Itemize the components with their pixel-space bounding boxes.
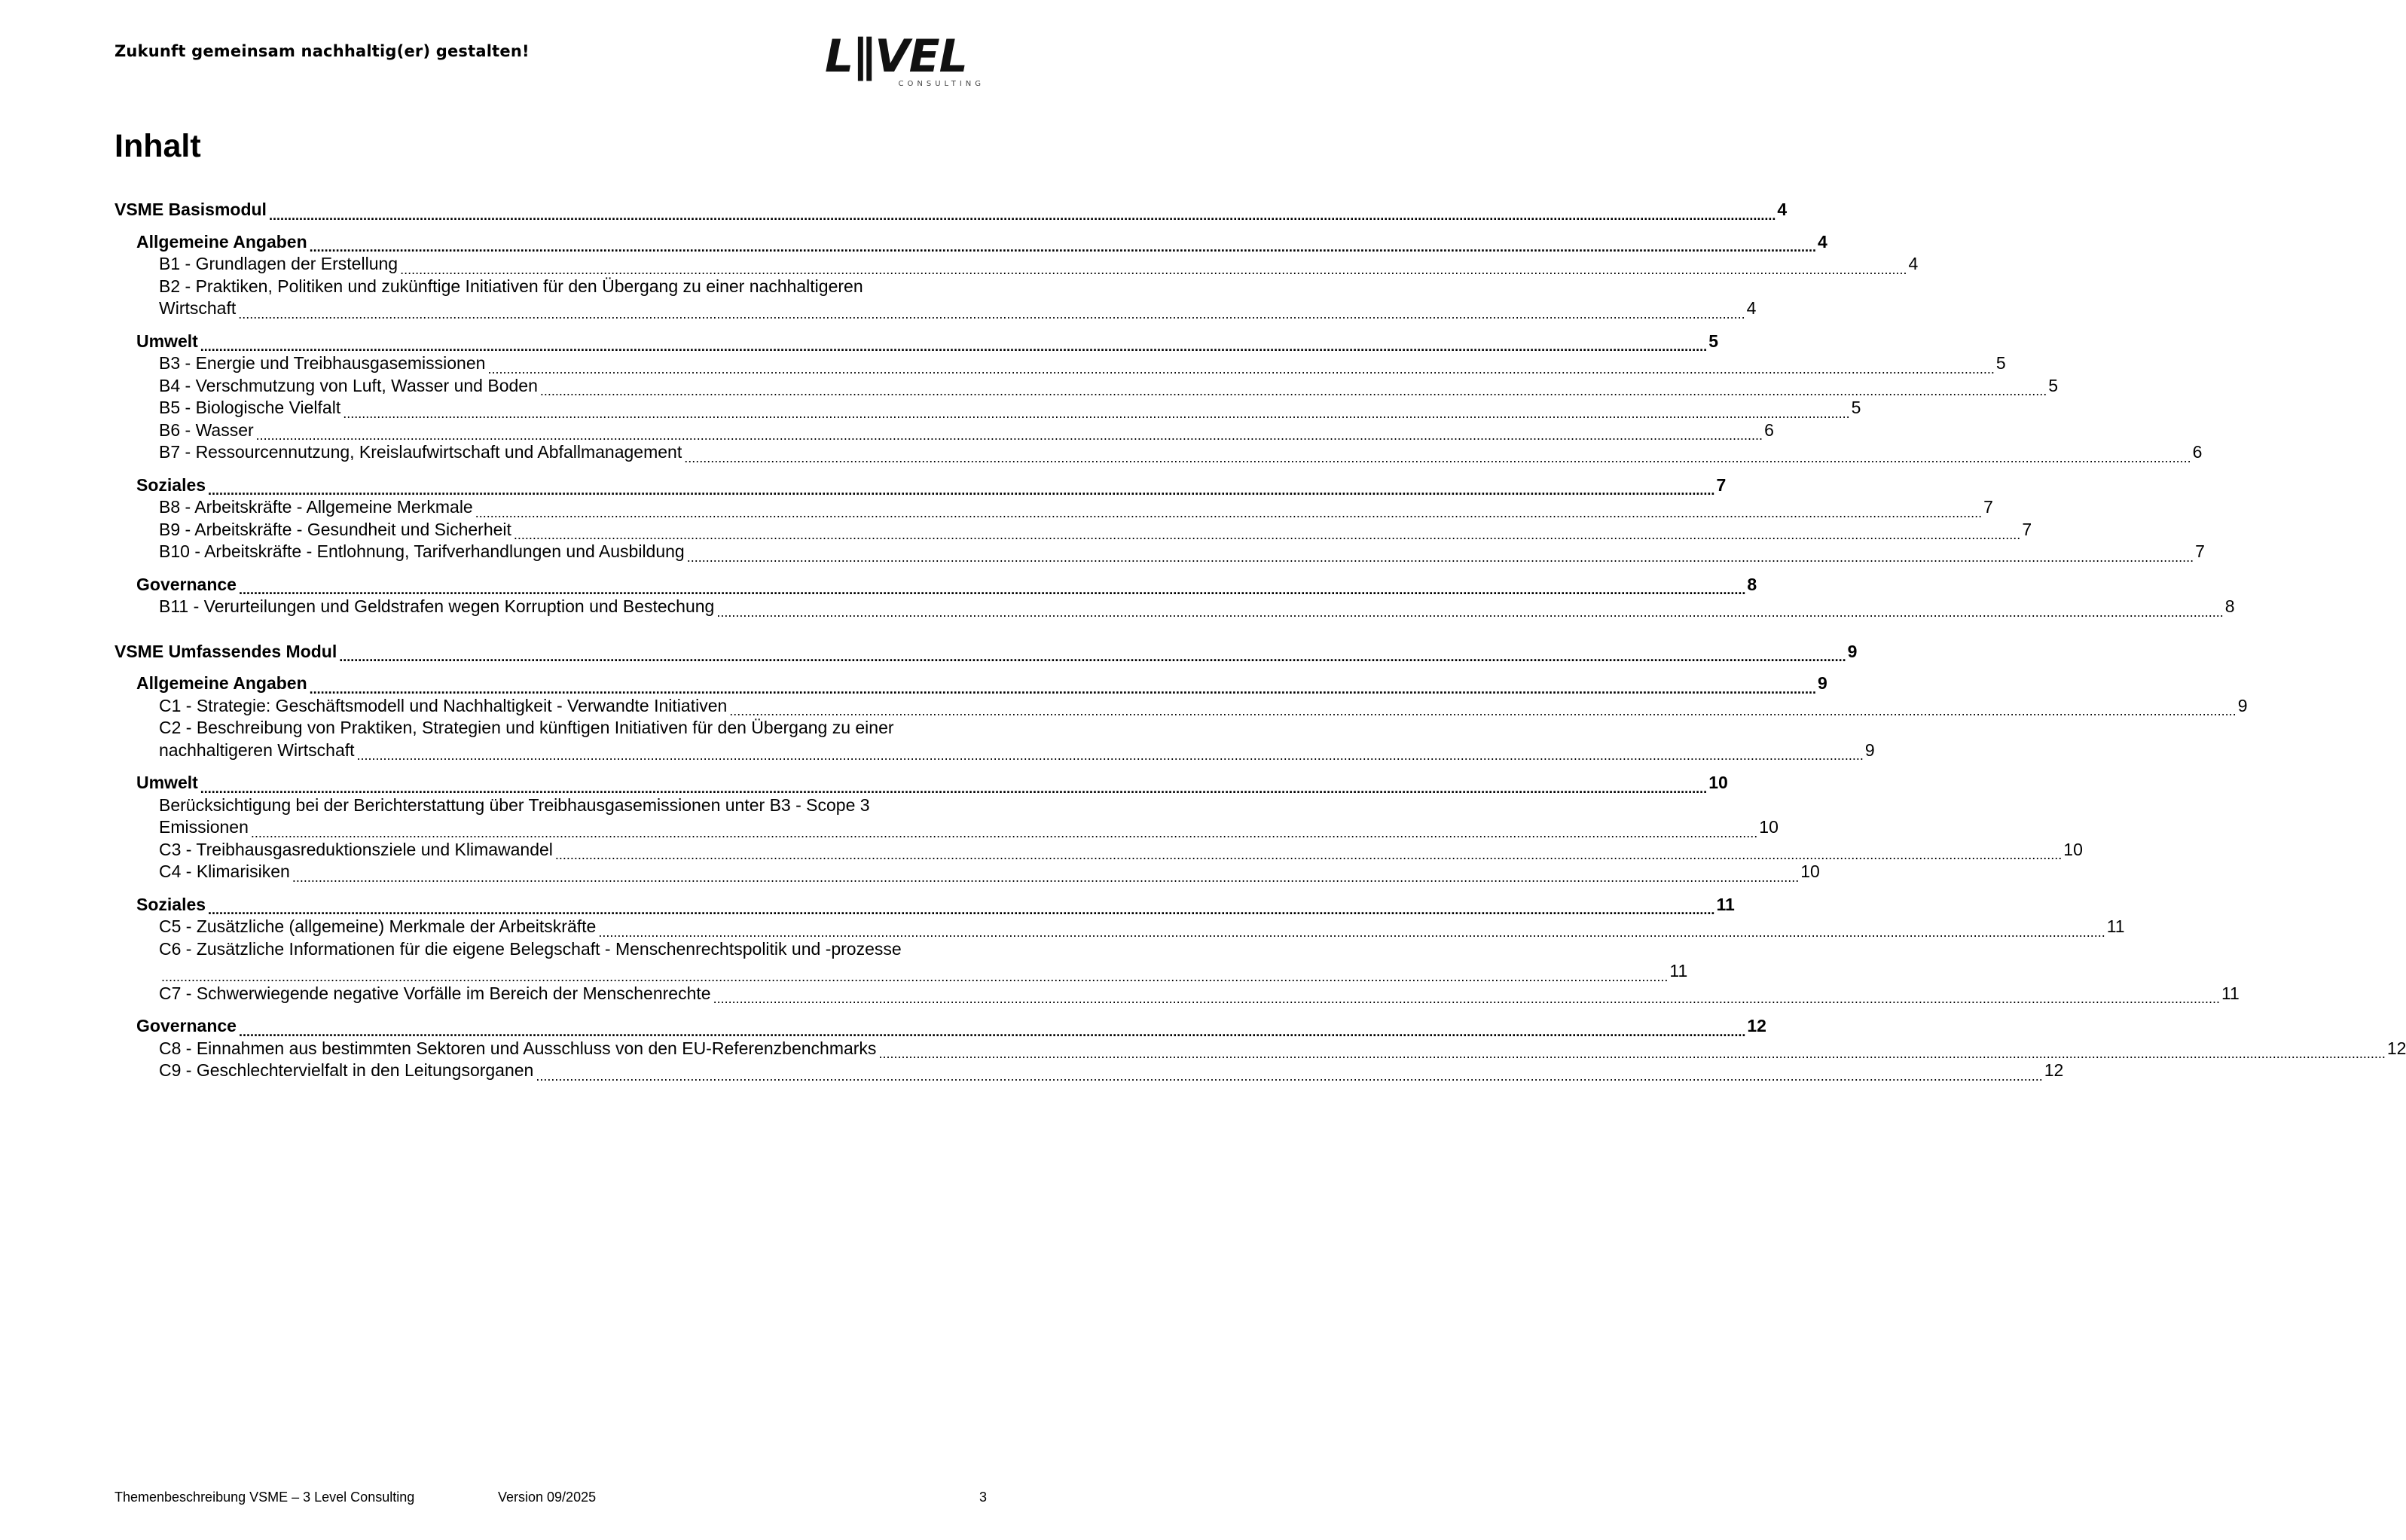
toc-entry-page: 7 (1716, 474, 1727, 495)
toc-leader: ................................................................................................................................................................................................................................................................................................................................................................................................................ (878, 1046, 2386, 1061)
toc-entry-label: Umwelt (136, 331, 198, 351)
toc-entry-page: 10 (1708, 773, 1728, 792)
toc-leader: ................................................................................................................................................................................................................................................................................................................................................................................................................ (208, 483, 1715, 498)
toc-leader: ................................................................................................................................................................................................................................................................................................................................................................................................................ (713, 991, 2220, 1006)
toc-entry-label: B1 - Grundlagen der Erstellung (159, 254, 398, 273)
toc-leader: ................................................................................................................................................................................................................................................................................................................................................................................................................ (343, 405, 1850, 421)
toc-entry[interactable] (114, 352, 2006, 377)
company-logo (825, 30, 991, 92)
toc-entry-page: 5 (1851, 398, 1861, 417)
toc-entry[interactable] (114, 695, 2248, 718)
toc-entry-label: VSME Basismodul (114, 200, 267, 219)
toc-title: Inhalt (114, 128, 201, 164)
toc-entry-label: B4 - Verschmutzung von Luft, Wasser und Boden (159, 375, 538, 395)
toc-leader: ................................................................................................................................................................................................................................................................................................................................................................................................................ (729, 703, 2237, 718)
toc-entry-page: 7 (1983, 497, 1993, 517)
footer-version: Version 09/2025 (498, 1490, 597, 1505)
logo-subtitle: CONSULTING (898, 80, 985, 88)
toc-entry-page: 9 (1847, 641, 1858, 661)
toc-leader: ................................................................................................................................................................................................................................................................................................................................................................................................................ (400, 261, 1907, 277)
toc-entry-page: 9 (1818, 673, 1827, 693)
toc-leader: ................................................................................................................................................................................................................................................................................................................................................................................................................ (513, 527, 2021, 542)
toc-entry-label: Allgemeine Angaben (136, 673, 307, 693)
toc-entry-label: B6 - Wasser (159, 419, 254, 440)
toc-entry-page: 5 (2048, 375, 2059, 395)
toc-entry-label: Soziales (136, 474, 206, 495)
toc-entry-page: 4 (1746, 298, 1757, 318)
toc-entry[interactable] (114, 672, 1827, 697)
toc-entry-label: nachhaltigeren Wirtschaft (159, 740, 355, 760)
toc-entry[interactable] (114, 441, 2203, 465)
toc-entry-page: 11 (1716, 894, 1735, 914)
toc-entry-label: Umwelt (136, 773, 198, 792)
toc-leader: ................................................................................................................................................................................................................................................................................................................................................................................................................ (250, 825, 1758, 840)
toc-entry-label-line1: Berücksichtigung bei der Berichterstattung über Treibhausgasemissionen unter B3 - Scope 3 (159, 794, 870, 815)
toc-entry-page: 11 (1669, 961, 1688, 980)
toc-entry-page: 4 (1777, 200, 1788, 219)
toc-leader: ................................................................................................................................................................................................................................................................................................................................................................................................................ (268, 207, 1776, 223)
toc-entry-page: 9 (1864, 740, 1875, 760)
toc-leader: ................................................................................................................................................................................................................................................................................................................................................................................................................ (200, 339, 1708, 354)
toc-entry-label: C5 - Zusätzliche (allgemeine) Merkmale der Arbeitskräfte (159, 916, 597, 936)
toc-leader: ................................................................................................................................................................................................................................................................................................................................................................................................................ (686, 549, 2194, 565)
toc-entry-label: Soziales (136, 894, 206, 914)
toc-leader: ................................................................................................................................................................................................................................................................................................................................................................................................................ (208, 902, 1715, 917)
toc-leader: ................................................................................................................................................................................................................................................................................................................................................................................................................ (161, 968, 1669, 984)
toc-entry-label: VSME Umfassendes Modul (114, 641, 337, 661)
toc-entry-label: B3 - Energie und Treibhausgasemissionen (159, 353, 486, 373)
toc-leader: ................................................................................................................................................................................................................................................................................................................................................................................................................ (716, 604, 2224, 620)
toc-entry-page: 8 (1747, 574, 1757, 594)
footer-document-title: Themenbeschreibung VSME – 3 Level Consulting (114, 1490, 415, 1505)
toc-leader: ................................................................................................................................................................................................................................................................................................................................................................................................................ (309, 681, 1817, 697)
toc-leader: ................................................................................................................................................................................................................................................................................................................................................................................................................ (292, 869, 1800, 885)
toc-leader: ................................................................................................................................................................................................................................................................................................................................................................................................................ (339, 649, 1846, 664)
toc-entry-page: 5 (1995, 353, 2006, 373)
toc-entry-label: Allgemeine Angaben (136, 231, 307, 252)
toc-entry[interactable] (114, 199, 1788, 223)
toc-entry-page: 12 (2386, 1038, 2406, 1058)
toc-entry[interactable] (114, 331, 1718, 354)
toc-entry[interactable] (114, 641, 1858, 664)
toc-entry[interactable] (114, 397, 1861, 421)
toc-entry[interactable] (114, 983, 2240, 1006)
toc-leader: ................................................................................................................................................................................................................................................................................................................................................................................................................ (536, 1068, 2043, 1084)
toc-entry-page: 6 (2192, 442, 2203, 462)
toc-entry-page: 6 (1764, 419, 1774, 440)
toc-entry[interactable] (114, 717, 1875, 763)
toc-entry-label: B10 - Arbeitskräfte - Entlohnung, Tarifverhandlungen und Ausbildung (159, 541, 685, 561)
toc-entry-label: Wirtschaft (159, 298, 237, 318)
toc-entry[interactable] (114, 375, 2059, 398)
toc-leader: ................................................................................................................................................................................................................................................................................................................................................................................................................ (684, 450, 2191, 465)
toc-leader: ................................................................................................................................................................................................................................................................................................................................................................................................................ (200, 780, 1708, 796)
toc-entry-label: Emissionen (159, 817, 249, 837)
toc-entry-label: C8 - Einnahmen aus bestimmten Sektoren und Ausschluss von den EU-Referenzbenchmarks (159, 1038, 877, 1058)
toc-entry[interactable] (114, 541, 2205, 565)
toc-entry-label: B9 - Arbeitskräfte - Gesundheit und Sicherheit (159, 519, 511, 539)
toc-entry-page: 4 (1908, 254, 1919, 273)
toc-entry[interactable] (114, 861, 1820, 885)
toc-entry-label: C1 - Strategie: Geschäftsmodell und Nachhaltigkeit - Verwandte Initiativen (159, 695, 728, 715)
toc-leader: ................................................................................................................................................................................................................................................................................................................................................................................................................ (255, 428, 1763, 443)
toc-entry-label: C7 - Schwerwiegende negative Vorfälle im Bereich der Menschenrechte (159, 983, 711, 1003)
toc-leader: ................................................................................................................................................................................................................................................................................................................................................................................................................ (356, 748, 1864, 763)
footer-page-number: 3 (979, 1490, 988, 1505)
toc-entry-label: B5 - Biologische Vielfalt (159, 398, 341, 417)
toc-leader: ................................................................................................................................................................................................................................................................................................................................................................................................................ (539, 383, 2047, 398)
toc-leader: ................................................................................................................................................................................................................................................................................................................................................................................................................ (238, 1023, 1746, 1039)
toc-entry[interactable] (114, 1038, 2406, 1061)
toc-entry[interactable] (114, 839, 2083, 862)
toc-entry[interactable] (114, 474, 1727, 498)
toc-entry[interactable] (114, 894, 1735, 917)
toc-leader: ................................................................................................................................................................................................................................................................................................................................................................................................................ (598, 924, 2105, 940)
toc-entry-page: 9 (2237, 695, 2248, 715)
toc-entry-page: 12 (2044, 1060, 2064, 1080)
toc-leader: ................................................................................................................................................................................................................................................................................................................................................................................................................ (487, 361, 1995, 377)
toc-entry-page: 10 (1800, 861, 1820, 881)
table-of-contents (114, 199, 2406, 1084)
toc-leader: ................................................................................................................................................................................................................................................................................................................................................................................................................ (238, 306, 1745, 322)
toc-leader: ................................................................................................................................................................................................................................................................................................................................................................................................................ (309, 239, 1817, 255)
toc-entry-page: 12 (1747, 1016, 1766, 1035)
toc-entry-label: Governance (136, 574, 237, 594)
toc-entry[interactable] (114, 916, 2125, 940)
toc-entry[interactable] (114, 231, 1827, 255)
toc-entry[interactable] (114, 496, 1993, 520)
toc-entry[interactable] (114, 519, 2032, 542)
toc-entry[interactable] (114, 772, 1728, 796)
toc-leader: ................................................................................................................................................................................................................................................................................................................................................................................................................ (554, 847, 2063, 862)
toc-entry-page: 7 (2195, 541, 2205, 561)
toc-entry[interactable] (114, 574, 1757, 597)
toc-entry-label: B7 - Ressourcennutzung, Kreislaufwirtschaft und Abfallmanagement (159, 442, 682, 462)
toc-entry[interactable] (114, 938, 1688, 984)
toc-entry-label: C4 - Klimarisiken (159, 861, 290, 881)
toc-entry[interactable] (114, 253, 1919, 277)
toc-entry-page: 5 (1708, 331, 1718, 351)
logo-wordmark: L∥VEL (825, 30, 967, 83)
toc-entry-label: B11 - Verurteilungen und Geldstrafen wegen Korruption und Bestechung (159, 596, 715, 616)
toc-entry-page: 11 (2221, 983, 2240, 1003)
toc-entry-label-line1: C6 - Zusätzliche Informationen für die eigene Belegschaft - Menschenrechtspolitik und -prozesse (159, 938, 902, 959)
toc-entry-page: 10 (2063, 839, 2083, 859)
toc-entry[interactable] (114, 1060, 2064, 1084)
toc-entry-label: Governance (136, 1016, 237, 1035)
toc-entry-page: 7 (2022, 519, 2032, 539)
toc-entry-page: 11 (2106, 916, 2125, 936)
toc-entry[interactable] (114, 794, 1779, 840)
toc-entry[interactable] (114, 596, 2235, 620)
toc-entry[interactable] (114, 276, 1757, 322)
toc-entry[interactable] (114, 419, 1774, 443)
toc-entry-label: C3 - Treibhausgasreduktionsziele und Klimawandel (159, 839, 553, 859)
toc-entry-label-line1: C2 - Beschreibung von Praktiken, Strategien und künftigen Initiativen für den Übergang zu einer (159, 718, 894, 737)
toc-leader: ................................................................................................................................................................................................................................................................................................................................................................................................................ (238, 582, 1746, 597)
toc-entry-page: 8 (2224, 596, 2235, 616)
toc-entry-page: 10 (1759, 817, 1779, 837)
toc-entry-label: B8 - Arbeitskräfte - Allgemeine Merkmale (159, 497, 473, 517)
toc-entry-page: 4 (1818, 231, 1827, 252)
toc-entry-label-line1: B2 - Praktiken, Politiken und zukünftige Initiativen für den Übergang zu einer nachhaltigeren (159, 276, 863, 296)
toc-entry[interactable] (114, 1015, 1766, 1039)
header-tagline: Zukunft gemeinsam nachhaltig(er) gestalten! (114, 42, 530, 60)
toc-leader: ................................................................................................................................................................................................................................................................................................................................................................................................................ (475, 505, 1983, 520)
toc-entry-label: C9 - Geschlechtervielfalt in den Leitungsorganen (159, 1060, 534, 1080)
